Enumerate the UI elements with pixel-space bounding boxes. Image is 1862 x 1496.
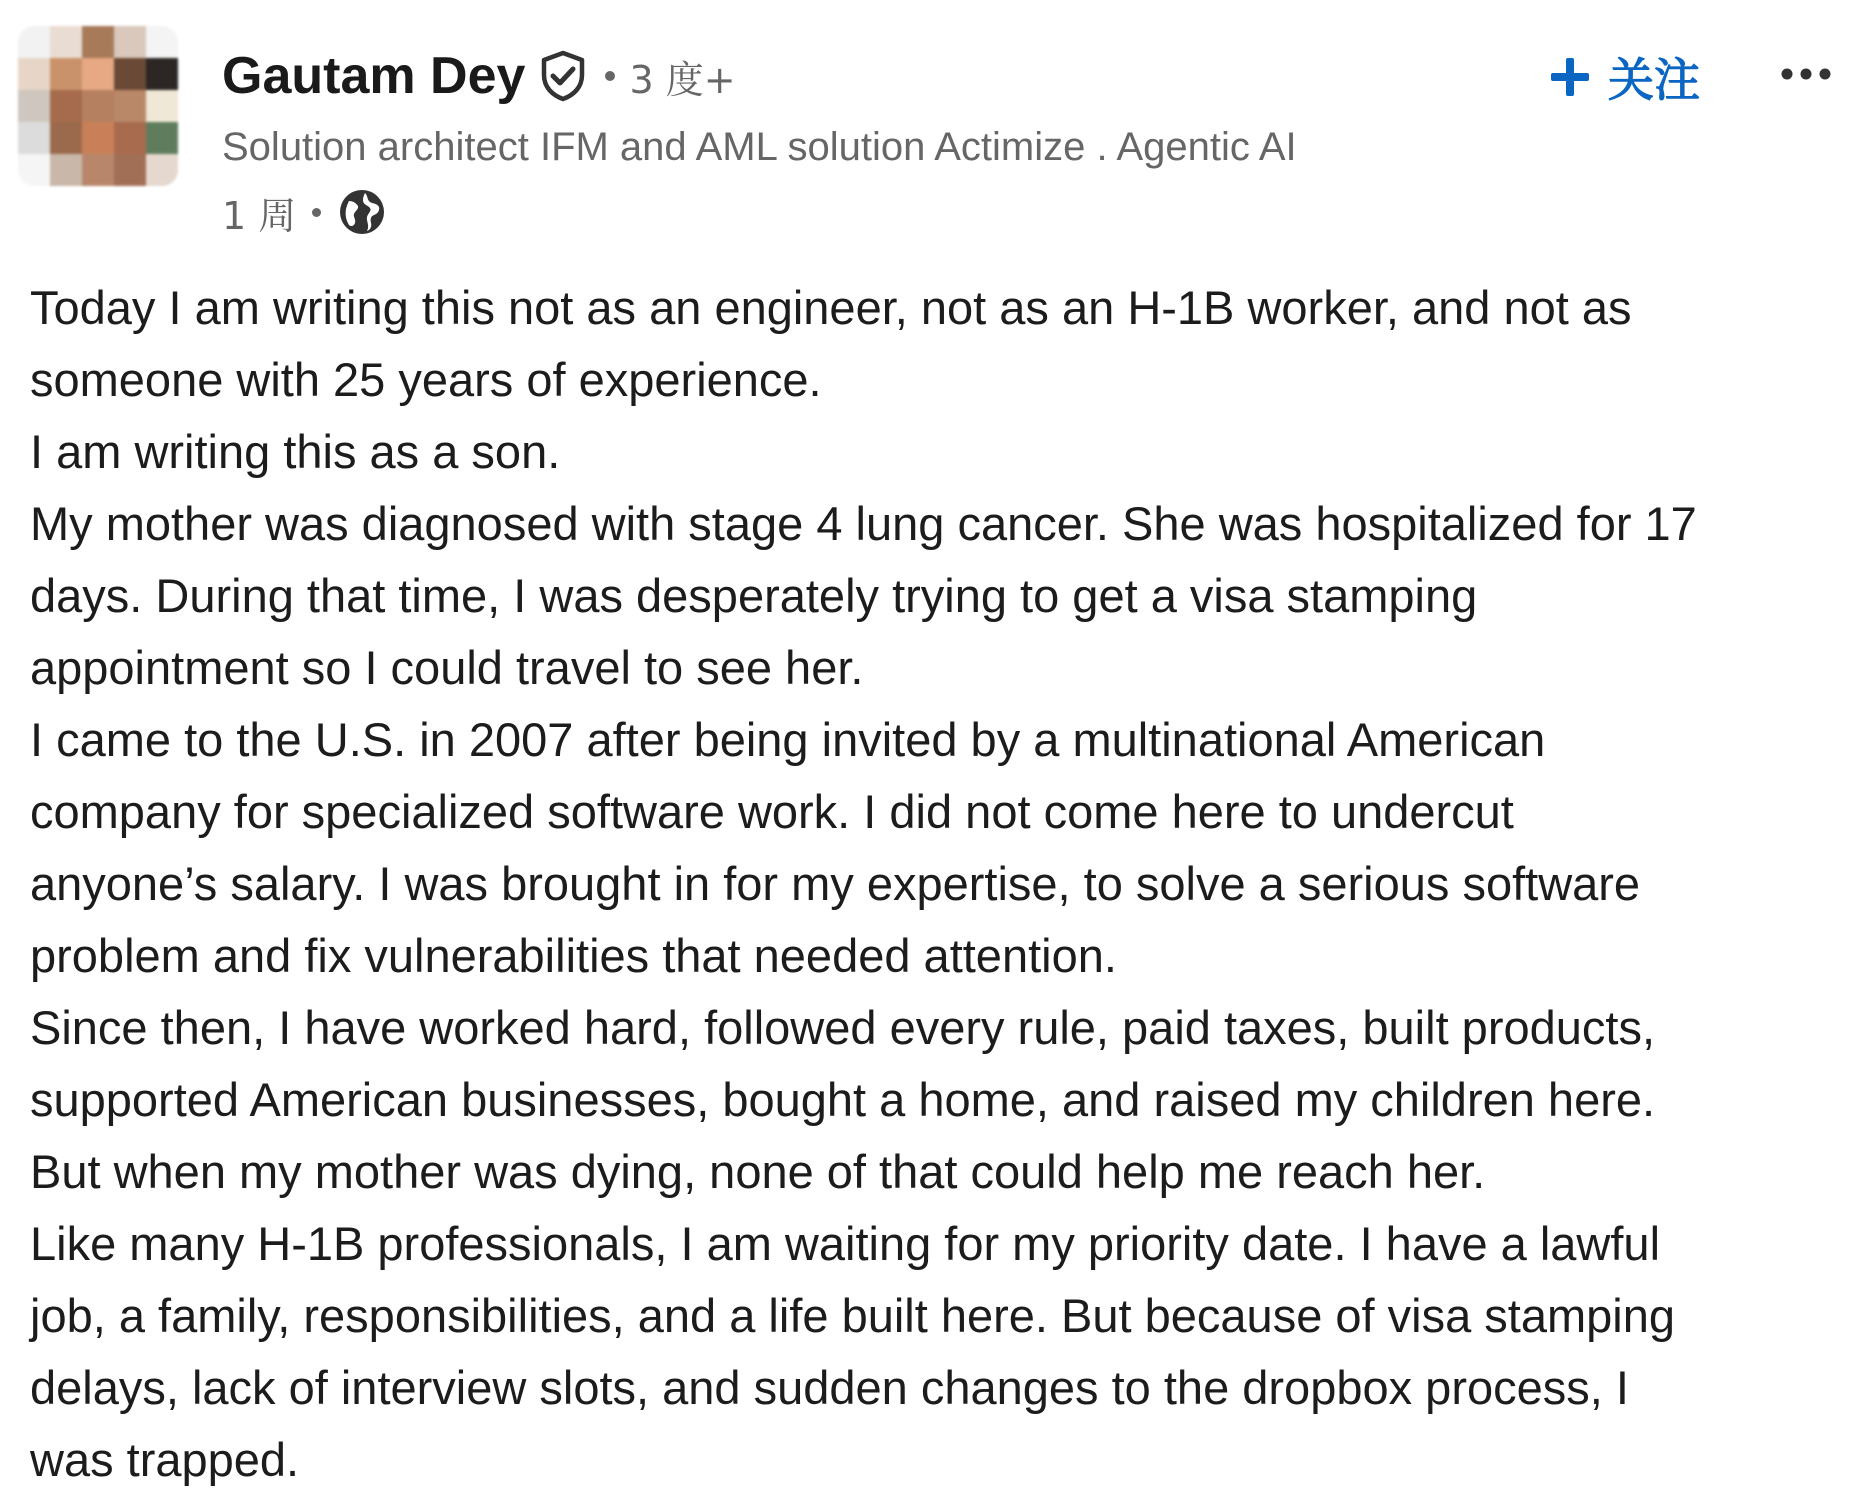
separator-dot [605, 71, 615, 81]
post-text-line: I came to the U.S. in 2007 after being invited by a multinational American [30, 713, 1546, 766]
author-line [222, 40, 1297, 112]
globe-icon [337, 187, 387, 237]
post-text-line: job, a family, responsibilities, and a life built here. But because of visa stamping [30, 1289, 1675, 1342]
post-meta [222, 182, 1297, 242]
post-text-line: delays, lack of interview slots, and sudden changes to the dropbox process, I [30, 1361, 1629, 1414]
post-text-line: problem and fix vulnerabilities that needed attention. [30, 929, 1117, 982]
post-text-line: someone with 25 years of experience. [30, 353, 822, 406]
post-text-line: Like many H-1B professionals, I am waiting for my priority date. I have a lawful [30, 1217, 1661, 1270]
author-headline: Solution architect IFM and AML solution Actimize . Agentic AI [222, 125, 1297, 169]
more-options-button[interactable] [1778, 50, 1834, 100]
post-text-line: appointment so I could travel to see her. [30, 641, 864, 694]
shield-check-icon [539, 50, 587, 102]
post-text-line: company for specialized software work. I did not come here to undercut [30, 785, 1514, 838]
plus-icon [1548, 55, 1592, 99]
author-name[interactable]: Gautam Dey [222, 47, 526, 105]
follow-label: 关注 [1608, 53, 1700, 107]
post-text-line: days. During that time, I was desperately trying to get a visa stamping [30, 569, 1478, 622]
post-text-line: was trapped. [30, 1433, 300, 1486]
post-text-line: supported American businesses, bought a home, and raised my children here. [30, 1073, 1656, 1126]
follow-button[interactable] [1548, 44, 1700, 110]
post-header [0, 0, 1862, 240]
post-text [30, 272, 1840, 1496]
avatar[interactable] [18, 26, 178, 186]
post-text-line: Since then, I have worked hard, followed every rule, paid taxes, built products, [30, 1001, 1656, 1054]
separator-dot [312, 208, 321, 217]
more-horizontal-icon [1780, 66, 1832, 85]
post-text-line: anyone’s salary. I was brought in for my expertise, to solve a serious software [30, 857, 1641, 910]
post-text-line: My mother was diagnosed with stage 4 lung cancer. She was hospitalized for 17 [30, 497, 1697, 550]
post-text-line: I am writing this as a son. [30, 425, 561, 478]
post-text-line: Today I am writing this not as an engineer, not as an H-1B worker, and not as [30, 281, 1632, 334]
post-time: 1 周 [222, 193, 297, 238]
author-block [222, 40, 1297, 242]
post-text-line: But when my mother was dying, none of that could help me reach her. [30, 1145, 1486, 1198]
connection-degree: 3 度+ [629, 57, 736, 102]
